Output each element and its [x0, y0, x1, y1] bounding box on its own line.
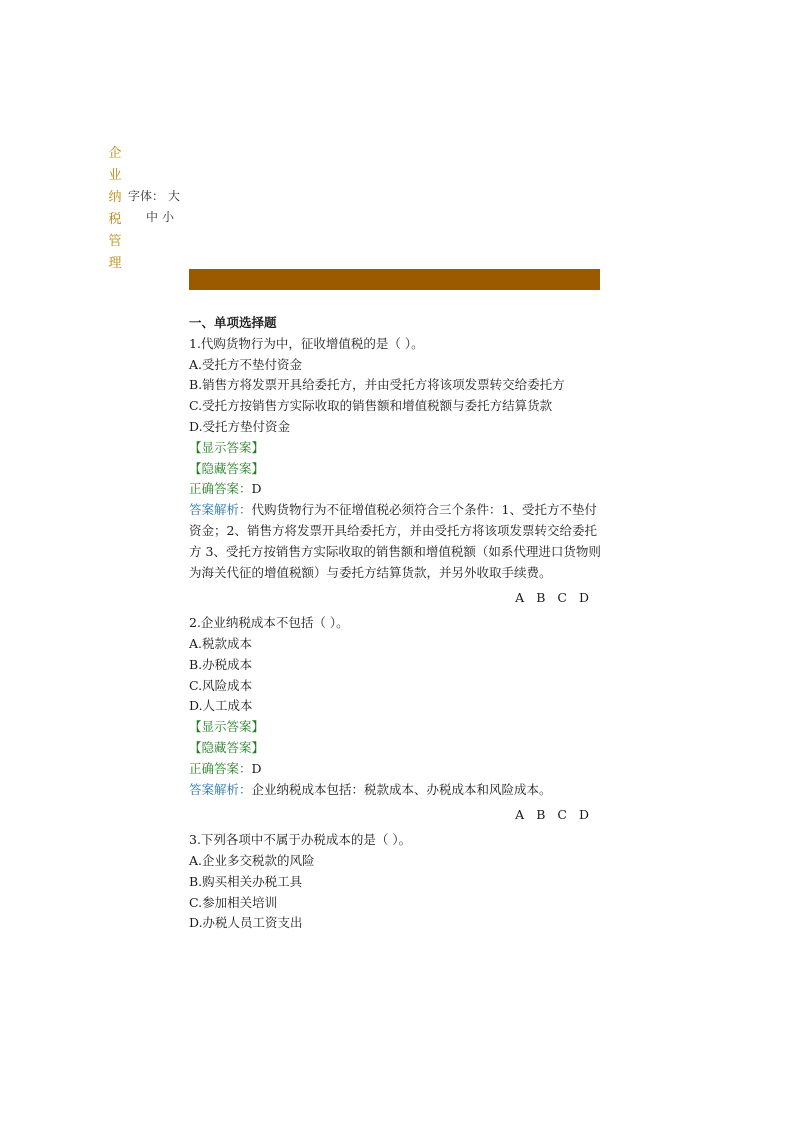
- correct-answer: [189, 759, 601, 780]
- title-char: 业: [108, 168, 122, 183]
- option-d: D.办税人员工资支出: [189, 915, 303, 931]
- choice-a-button[interactable]: A: [515, 590, 525, 606]
- correct-answer-value: D: [251, 760, 262, 776]
- analysis-label: 答案解析：: [189, 781, 252, 797]
- title-char: 理: [108, 256, 122, 271]
- header-bar: [189, 269, 600, 290]
- question-stem: 1.代购货物行为中，征收增值税的是（ ）。: [189, 335, 424, 351]
- show-answer-link[interactable]: 【显示答案】: [189, 439, 265, 455]
- choice-d-button[interactable]: D: [578, 590, 589, 606]
- option-a: A.企业多交税款的风险: [189, 852, 315, 868]
- choice-c-button[interactable]: C: [557, 590, 567, 606]
- correct-answer: [189, 479, 601, 500]
- title-char: 纳: [108, 190, 122, 205]
- font-size-label: 字体：: [128, 189, 165, 203]
- choice-b-button[interactable]: B: [536, 807, 546, 823]
- vertical-course-title: [106, 143, 124, 275]
- question-block: [189, 613, 601, 826]
- question-block: [189, 334, 601, 609]
- option-d: D.人工成本: [189, 698, 253, 714]
- analysis-text: 代购货物行为不征增值税必须符合三个条件：1、受托方不垫付资金；2、销售方将发票开具给委托方，并由受托方将该项发票转交给委托方 3、受托方按销售方实际收取的销售额和增值税额（如系代理进口货物则为海关代征的增值税额）与委托方结算货款，并另外收取手续费。: [189, 502, 601, 580]
- hide-answer-link[interactable]: 【隐藏答案】: [189, 739, 265, 755]
- answer-analysis: [189, 780, 601, 801]
- choice-a-button[interactable]: A: [515, 807, 525, 823]
- analysis-text: 企业纳税成本包括：税款成本、办税成本和风险成本。: [251, 781, 552, 797]
- choice-buttons: [189, 805, 601, 826]
- font-medium-link[interactable]: 中: [146, 210, 159, 224]
- option-a: A.受托方不垫付资金: [189, 356, 303, 372]
- section-title: 一、单项选择题: [189, 315, 277, 330]
- font-large-link[interactable]: 大: [168, 189, 181, 203]
- title-char: 管: [108, 234, 122, 249]
- correct-answer-label: 正确答案：: [189, 760, 252, 776]
- option-b: B.销售方将发票开具给委托方，并由受托方将该项发票转交给委托方: [189, 377, 565, 393]
- question-content: [189, 313, 601, 934]
- option-c: C.风险成本: [189, 677, 253, 693]
- title-char: 企: [108, 146, 122, 161]
- show-answer-link[interactable]: 【显示答案】: [189, 719, 265, 735]
- choice-buttons: [189, 588, 601, 609]
- option-c: C.参加相关培训: [189, 894, 278, 910]
- choice-c-button[interactable]: C: [557, 807, 567, 823]
- correct-answer-value: D: [251, 481, 262, 497]
- option-a: A.税款成本: [189, 635, 253, 651]
- option-b: B.办税成本: [189, 656, 253, 672]
- font-size-selector: [128, 186, 180, 228]
- question-block: [189, 830, 601, 934]
- option-c: C.受托方按销售方实际收取的销售额和增值税额与委托方结算货款: [189, 398, 553, 414]
- correct-answer-label: 正确答案：: [189, 481, 252, 497]
- font-small-link[interactable]: 小: [162, 210, 175, 224]
- hide-answer-link[interactable]: 【隐藏答案】: [189, 460, 265, 476]
- option-d: D.受托方垫付资金: [189, 418, 291, 434]
- choice-b-button[interactable]: B: [536, 590, 546, 606]
- choice-d-button[interactable]: D: [578, 807, 589, 823]
- answer-analysis: [189, 500, 601, 583]
- question-stem: 3.下列各项中不属于办税成本的是（ ）。: [189, 832, 412, 848]
- title-char: 税: [108, 212, 122, 227]
- option-b: B.购买相关办税工具: [189, 873, 303, 889]
- question-stem: 2.企业纳税成本不包括（ ）。: [189, 615, 349, 631]
- analysis-label: 答案解析：: [189, 502, 252, 518]
